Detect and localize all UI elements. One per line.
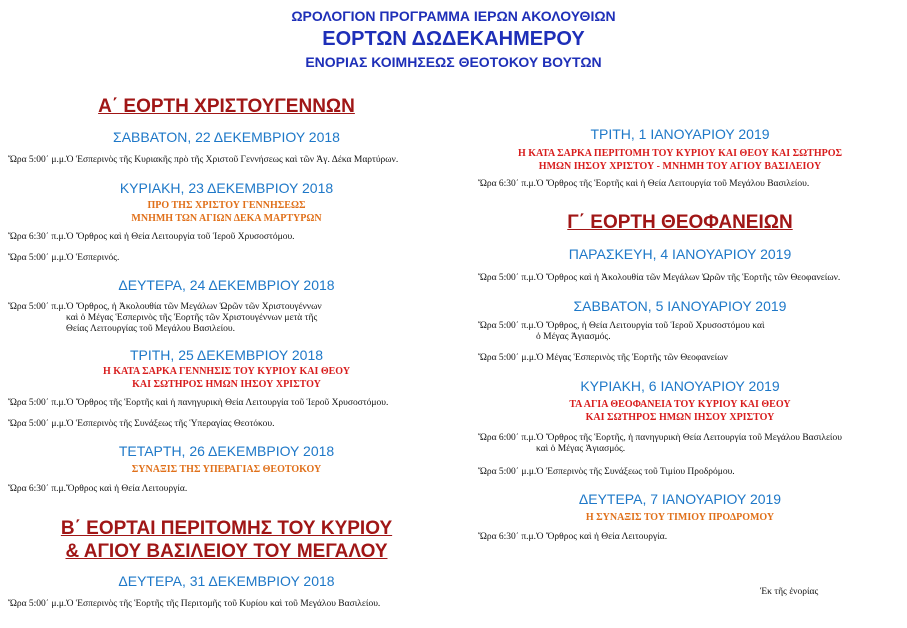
service-text: Ὁ Ἑσπερινός. — [66, 253, 120, 263]
service-entry — [478, 321, 765, 343]
service-entry — [478, 353, 728, 364]
service-time: Ὥρα 5:00΄ π.μ. — [478, 273, 536, 283]
service-entry — [8, 599, 380, 610]
service-text: Ὁ Ὄρθρος καὶ ἡ Θεία Λειτουργία τοῦ Ἱεροῦ Χρυσοστόμου. — [66, 232, 295, 242]
day-date: ΔΕΥΤΕΡΑ, 7 ΙΑΝΟΥΑΡΙΟΥ 2019 — [578, 491, 782, 507]
service-text: Ὁ Ὄρθρος τῆς Ἑορτῆς καὶ ἡ πανηγυρικὴ Θεία Λειτουργία τοῦ Ἱεροῦ Χρυσοστόμου. — [66, 398, 389, 408]
day-date: ΠΑΡΑΣΚΕΥΗ, 4 ΙΑΝΟΥΑΡΙΟΥ 2019 — [568, 246, 792, 262]
service-entry — [478, 273, 840, 284]
service-entry — [8, 302, 322, 335]
service-time: Ὥρα 5:00΄ μ.μ. — [478, 467, 537, 477]
day-date: ΤΡΙΤΗ, 1 ΙΑΝΟΥΑΡΙΟΥ 2019 — [590, 126, 770, 142]
service-time: Ὥρα 6:30΄ π.μ. — [8, 232, 66, 242]
service-text: Ὁ Ὄρθρος τῆς Ἑορτῆς καὶ ἡ Θεία Λειτουργία τοῦ Μεγάλου Βασιλείου. — [536, 179, 810, 189]
service-text-cont: καὶ ὁ Μέγας Ἁγιασμός. — [536, 444, 626, 454]
service-entry — [8, 419, 274, 430]
header-title-line2: ΕΟΡΤΩΝ ΔΩΔΕΚΑΗΜΕΡΟΥ — [322, 28, 585, 50]
service-time: Ὥρα 5:00΄ μ.μ. — [8, 155, 67, 165]
service-entry — [478, 532, 667, 543]
service-time: Ὥρα 6:30΄ π.μ. — [8, 484, 66, 494]
feast-title: ΤΑ ΑΓΙΑ ΘΕΟΦΑΝΕΙΑ ΤΟΥ ΚΥΡΙΟΥ ΚΑΙ ΘΕΟΥ — [569, 399, 791, 410]
day-date: ΤΕΤΑΡΤΗ, 26 ΔΕΚΕΜΒΡΙΟΥ 2018 — [118, 443, 335, 459]
section-circumcision-title-line2: & ΑΓΙΟΥ ΒΑΣΙΛΕΙΟΥ ΤΟΥ ΜΕΓΑΛΟΥ — [65, 541, 388, 562]
feast-title: ΗΜΩΝ ΙΗΣΟΥ ΧΡΙΣΤΟΥ - ΜΝΗΜΗ ΤΟΥ ΑΓΙΟΥ ΒΑΣΙΛΕΙΟΥ — [538, 161, 822, 172]
feast-title: Η ΚΑΤΑ ΣΑΡΚΑ ΠΕΡΙΤΟΜΗ ΤΟΥ ΚΥΡΙΟΥ ΚΑΙ ΘΕΟΥ ΚΑΙ ΣΩΤΗΡΟΣ — [517, 148, 843, 159]
header-title-line1: ΩΡΟΛΟΓΙΟΝ ΠΡΟΓΡΑΜΜΑ ΙΕΡΩΝ ΑΚΟΛΟΥΘΙΩΝ — [291, 8, 616, 24]
section-christmas-title: Α΄ ΕΟΡΤΗ ΧΡΙΣΤΟΥΓΕΝΝΩΝ — [98, 96, 355, 117]
service-entry — [478, 433, 842, 455]
service-text: Ὁ Ὄρθρος, ἡ Θεία Λειτουργία τοῦ Ἱεροῦ Χρυσοστόμου καὶ — [536, 321, 765, 331]
service-text: Ὄρθρος καὶ ἡ Θεία Λειτουργία. — [66, 484, 188, 494]
service-text: Ὁ Ἑσπερινὸς τῆς Συνάξεως τῆς Ὑπεραγίας Θεοτόκου. — [66, 419, 275, 429]
service-text: Ὁ Ὄρθρος καὶ ἡ Θεία Λειτουργία. — [536, 532, 668, 542]
feast-title: ΚΑΙ ΣΩΤΗΡΟΣ ΗΜΩΝ ΙΗΣΟΥ ΧΡΙΣΤΟΥ — [132, 379, 321, 390]
feast-title: ΠΡΟ ΤΗΣ ΧΡΙΣΤΟΥ ΓΕΝΝΗΣΕΩΣ — [147, 200, 306, 211]
service-time: Ὥρα 5:00΄ π.μ. — [8, 398, 66, 408]
feast-title: Η ΚΑΤΑ ΣΑΡΚΑ ΓΕΝΝΗΣΙΣ ΤΟΥ ΚΥΡΙΟΥ ΚΑΙ ΘΕΟΥ — [102, 366, 351, 377]
feast-title: ΜΝΗΜΗ ΤΩΝ ΑΓΙΩΝ ΔΕΚΑ ΜΑΡΤΥΡΩΝ — [131, 213, 322, 224]
feast-title: Η ΣΥΝΑΞΙΣ ΤΟΥ ΤΙΜΙΟΥ ΠΡΟΔΡΟΜΟΥ — [585, 512, 775, 523]
service-time: Ὥρα 5:00΄ μ.μ. — [8, 253, 67, 263]
day-date: ΣΑΒΒΑΤΟΝ, 22 ΔΕΚΕΜΒΡΙΟΥ 2018 — [113, 129, 340, 145]
feast-title: ΣΥΝΑΞΙΣ ΤΗΣ ΥΠΕΡΑΓΙΑΣ ΘΕΟΤΟΚΟΥ — [131, 464, 322, 475]
day-date: ΔΕΥΤΕΡΑ, 24 ΔΕΚΕΜΒΡΙΟΥ 2018 — [118, 277, 335, 293]
section-theophany-title: Γ΄ ΕΟΡΤΗ ΘΕΟΦΑΝΕΙΩΝ — [567, 212, 793, 233]
service-text: Ὁ Ὄρθρος καὶ ἡ Ἀκολουθία τῶν Μεγάλων Ὡρῶν τῆς Ἑορτῆς τῶν Θεοφανείων. — [536, 273, 841, 283]
service-entry — [8, 398, 388, 409]
service-time: Ὥρα 6:00΄ π.μ. — [478, 433, 536, 443]
feast-title: ΚΑΙ ΣΩΤΗΡΟΣ ΗΜΩΝ ΙΗΣΟΥ ΧΡΙΣΤΟΥ — [585, 412, 775, 423]
service-text-cont: ὁ Μέγας Ἁγιασμός. — [536, 332, 611, 342]
service-text-cont: καὶ ὁ Μέγας Ἑσπερινὸς τῆς Ἑορτῆς τῶν Χριστουγέννων μετὰ τῆς — [66, 313, 318, 323]
service-time: Ὥρα 5:00΄ μ.μ. — [8, 419, 67, 429]
section-circumcision-title: Β΄ ΕΟΡΤΑΙ ΠΕΡΙΤΟΜΗΣ ΤΟΥ ΚΥΡΙΟΥ — [60, 518, 393, 539]
service-text: Ὁ Ὄρθρος, ἡ Ἀκολουθία τῶν Μεγάλων Ὡρῶν τῶν Χριστουγέννων — [66, 302, 322, 312]
footer-signature: Ἐκ τῆς ἐνορίας — [760, 587, 819, 597]
service-time: Ὥρα 5:00΄ μ.μ. — [478, 353, 537, 363]
service-entry — [8, 253, 119, 264]
service-entry — [8, 232, 295, 243]
header-parish: ΕΝΟΡΙΑΣ ΚΟΙΜΗΣΕΩΣ ΘΕΟΤΟΚΟΥ ΒΟΥΤΩΝ — [305, 54, 602, 70]
service-time: Ὥρα 6:30΄ π.μ. — [478, 179, 536, 189]
service-text: Ὁ Ἑσπερινὸς τῆς Συνάξεως τοῦ Τιμίου Προδρόμου. — [536, 467, 735, 477]
service-text: Ὁ Μέγας Ἑσπερινὸς τῆς Ἑορτῆς τῶν Θεοφανείων — [536, 353, 728, 363]
service-time: Ὥρα 5:00΄ π.μ. — [478, 321, 536, 331]
day-date: ΣΑΒΒΑΤΟΝ, 5 ΙΑΝΟΥΑΡΙΟΥ 2019 — [573, 298, 787, 314]
day-date: ΔΕΥΤΕΡΑ, 31 ΔΕΚΕΜΒΡΙΟΥ 2018 — [118, 573, 335, 589]
service-text: Ὁ Ὄρθρος τῆς Ἑορτῆς, ἡ πανηγυρικὴ Θεία Λειτουργία τοῦ Μεγάλου Βασιλείου — [536, 433, 842, 443]
service-text: Ὁ Ἑσπερινὸς τῆς Κυριακῆς πρὸ τῆς Χριστοῦ Γεννήσεως καὶ τῶν Ἁγ. Δέκα Μαρτύρων. — [66, 155, 399, 165]
day-date: ΚΥΡΙΑΚΗ, 23 ΔΕΚΕΜΒΡΙΟΥ 2018 — [119, 180, 334, 196]
day-date: ΚΥΡΙΑΚΗ, 6 ΙΑΝΟΥΑΡΙΟΥ 2019 — [580, 378, 780, 394]
service-text-cont: Θείας Λειτουργίας τοῦ Μεγάλου Βασιλείου. — [66, 324, 235, 334]
service-entry — [478, 179, 809, 190]
service-entry — [8, 484, 187, 495]
service-entry — [478, 467, 735, 478]
service-entry — [8, 155, 398, 166]
service-time: Ὥρα 5:00΄ π.μ. — [8, 302, 66, 312]
service-text: Ὁ Ἑσπερινὸς τῆς Ἑορτῆς τῆς Περιτομῆς τοῦ Κυρίου καὶ τοῦ Μεγάλου Βασιλείου. — [66, 599, 381, 609]
day-date: ΤΡΙΤΗ, 25 ΔΕΚΕΜΒΡΙΟΥ 2018 — [129, 347, 324, 363]
service-time: Ὥρα 5:00΄ μ.μ. — [8, 599, 67, 609]
service-time: Ὥρα 6:30΄ π.μ. — [478, 532, 536, 542]
